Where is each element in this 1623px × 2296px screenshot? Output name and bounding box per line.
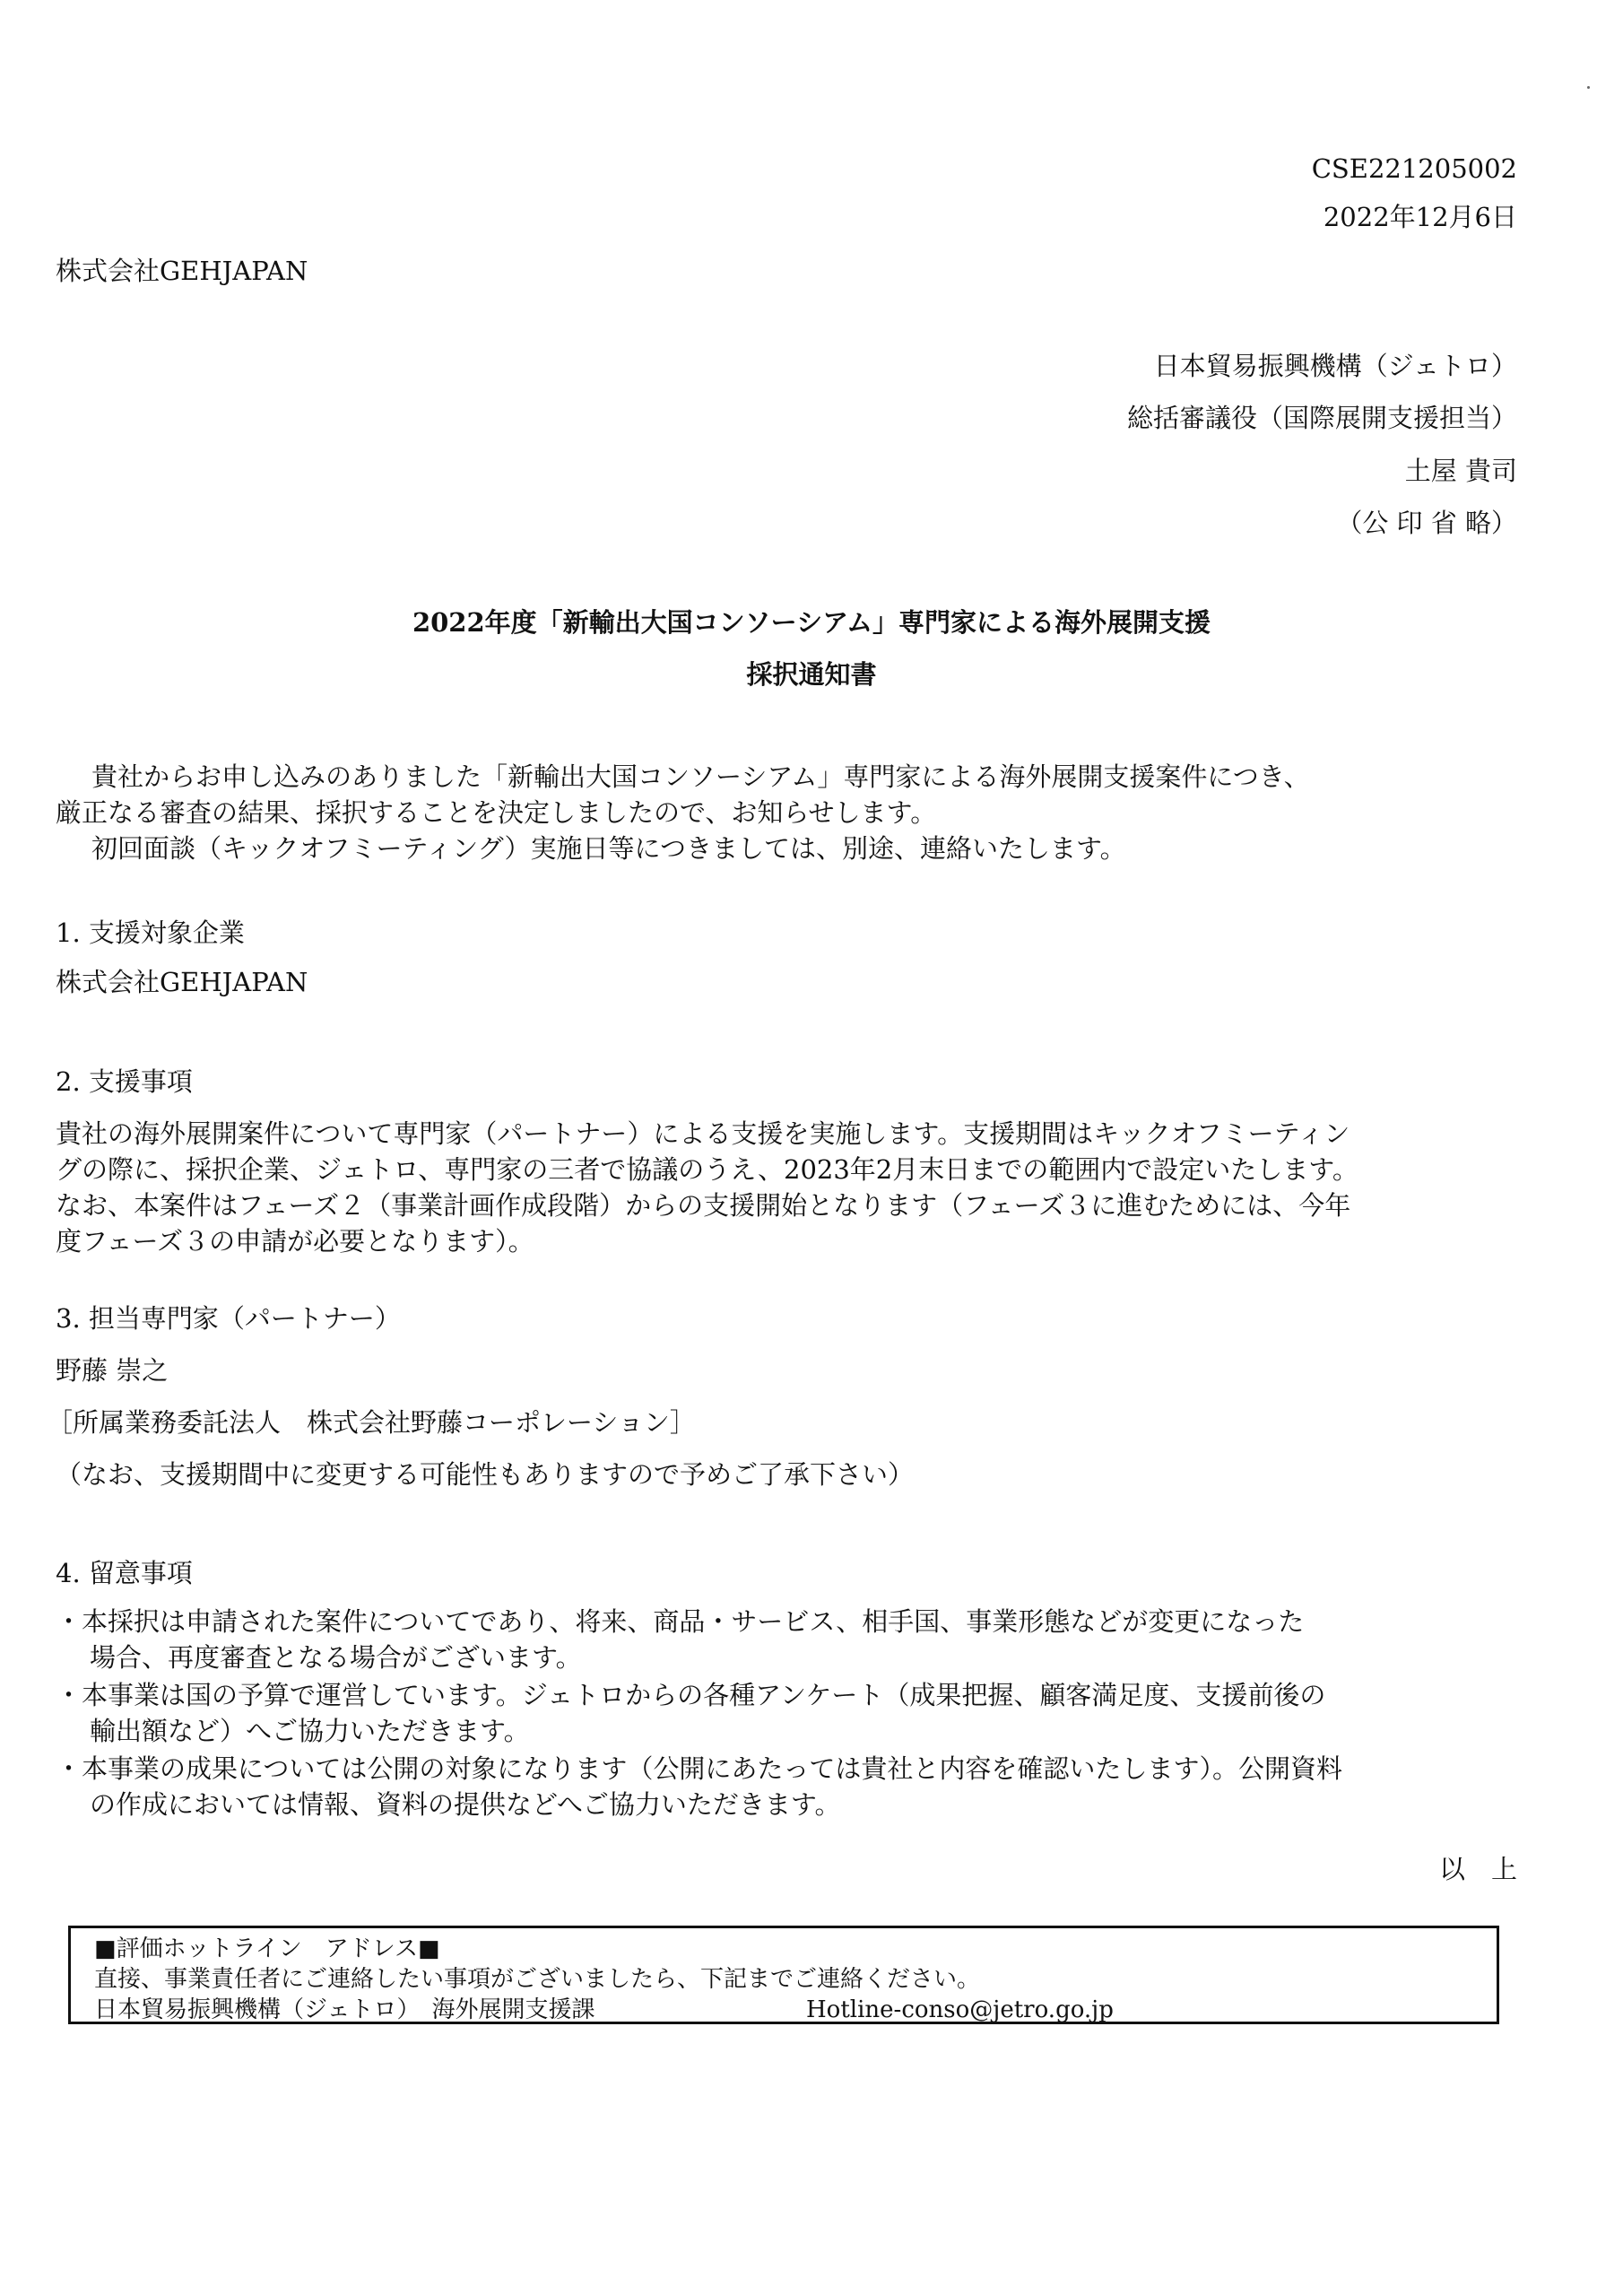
section-2-line: 度フェーズ３の申請が必要となります）。 (56, 1226, 534, 1257)
hotline-contact-row (94, 1995, 1497, 2025)
expert-affiliation: ［所属業務委託法人 株式会社野藤コーポレーション］ (47, 1407, 696, 1438)
section-3-heading: 3. 担当専門家（パートナー） (56, 1303, 401, 1334)
hotline-email-link[interactable]: Hotline-conso@jetro.go.jp (806, 1996, 1114, 2023)
notice-bullet (56, 1604, 1526, 1675)
section-2-heading: 2. 支援事項 (56, 1066, 193, 1097)
section-1-heading: 1. 支援対象企業 (56, 918, 245, 948)
hotline-title: ■評価ホットライン アドレス■ (94, 1935, 440, 1962)
bullet-text: 本事業は国の予算で運営しています。ジェトロからの各種アンケート（成果把握、顧客満足度、支援前後の (82, 1680, 1326, 1710)
expert-change-note: （なお、支援期間中に変更する可能性もありますので予めご了承下さい） (56, 1459, 915, 1490)
hotline-box (68, 1926, 1499, 2024)
bullet-text: 本事業の成果については公開の対象になります（公開にあたっては貴社と内容を確認いたします）。公開資料 (82, 1753, 1342, 1784)
hotline-message: 直接、事業責任者にご連絡したい事項がございましたら、下記までご連絡ください。 (94, 1966, 981, 1993)
bullet-continuation: 場合、再度審査となる場合がございます。 (90, 1642, 582, 1673)
issue-date: 2022年12月6日 (1323, 202, 1517, 232)
recipient-company: 株式会社GEHJAPAN (56, 256, 308, 286)
section-2-line: なお、本案件はフェーズ２（事業計画作成段階）からの支援開始となります（フェーズ３に進むためには、今年 (56, 1190, 1351, 1221)
scan-speck (1587, 86, 1590, 89)
expert-name: 野藤 崇之 (56, 1355, 169, 1386)
bullet-mark: ・ (56, 1753, 82, 1784)
section-2-line: グの際に、採択企業、ジェトロ、専門家の三者で協議のうえ、2023年2月末日までの範囲内で設定いたします。 (56, 1154, 1358, 1185)
intro-paragraph (56, 759, 1526, 866)
bullet-mark: ・ (56, 1606, 82, 1637)
document-subtitle: 採択通知書 (746, 659, 877, 690)
notice-bullet (56, 1677, 1526, 1749)
intro-line: 貴社からお申し込みのありました「新輸出大国コンソーシアム」専門家による海外展開支援案件につき、 (91, 761, 1310, 792)
notice-bullet (56, 1751, 1526, 1822)
sender-organization: 日本貿易振興機構（ジェトロ） (1153, 351, 1517, 381)
bullet-continuation: 輸出額など）へご協力いただきます。 (90, 1716, 530, 1746)
bullet-continuation: の作成においては情報、資料の提供などへご協力いただきます。 (90, 1789, 841, 1820)
closing-mark: 以 上 (1438, 1854, 1517, 1884)
seal-omitted-note: （公 印 省 略） (1336, 508, 1517, 538)
section-1-body: 株式会社GEHJAPAN (56, 967, 308, 997)
section-2-body (56, 1116, 1526, 1259)
section-2-line: 貴社の海外展開案件について専門家（パートナー）による支援を実施します。支援期間はキックオフミーティン (56, 1118, 1350, 1149)
sender-name: 土屋 貴司 (1404, 456, 1517, 486)
document-number: CSE221205002 (1311, 153, 1517, 184)
section-4-heading: 4. 留意事項 (56, 1558, 193, 1588)
bullet-mark: ・ (56, 1680, 82, 1710)
document-title: 2022年度「新輸出大国コンソーシアム」専門家による海外展開支援 (412, 607, 1211, 638)
intro-line: 厳正なる審査の結果、採択することを決定しましたので、お知らせします。 (56, 797, 937, 828)
intro-line: 初回面談（キックオフミーティング）実施日等につきましては、別途、連絡いたします。 (91, 833, 1126, 864)
hotline-department: 日本貿易振興機構（ジェトロ） 海外展開支援課 (94, 1996, 595, 2023)
bullet-text: 本採択は申請された案件についてであり、将来、商品・サービス、相手国、事業形態などが変更になった (82, 1606, 1305, 1637)
sender-position: 総括審議役（国際展開支援担当） (1126, 403, 1517, 433)
